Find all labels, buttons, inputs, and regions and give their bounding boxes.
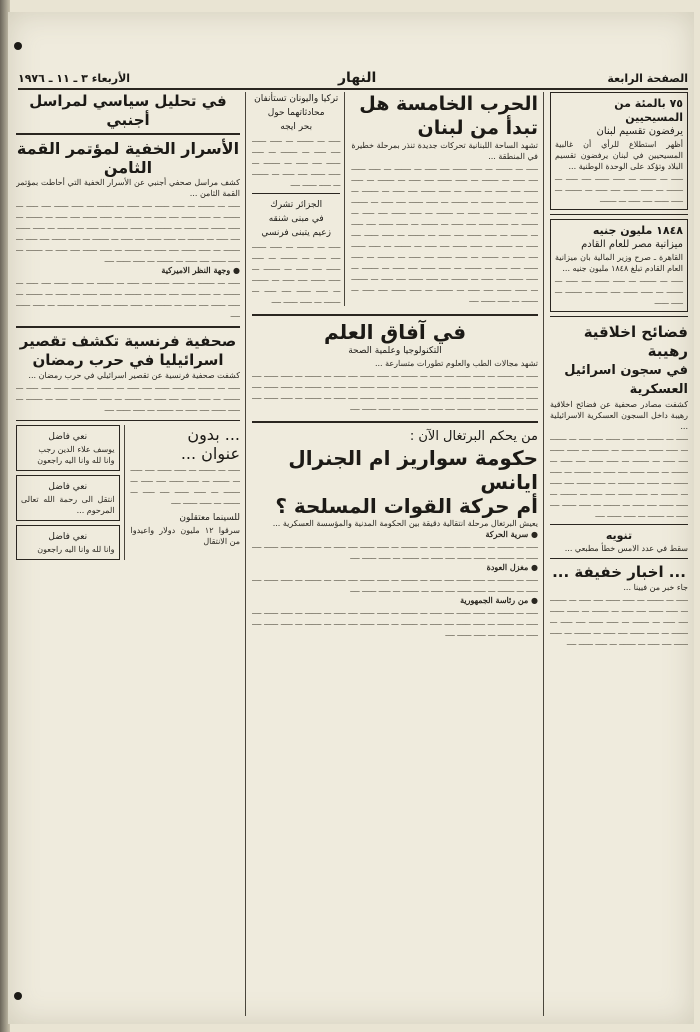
notice-body: سقط في عدد الامس خطأ مطبعي ... — [564, 544, 688, 553]
analysis-kicker: في تحليل سياسي لمراسل أجنبي — [29, 92, 227, 129]
text-filler: ـــــ ـــ ـــــــ ـــ ـــــ ــــــ ــــ ـــــ ـــ ـــــــ ـــ ـــــ ــــــ ــــ ـــــ ـــ ـــــــ ـــ ـــــ ــــــ ــــ ـــــ ـــ ـــــــ ـــ ـــــ ــــــ ــــ ـــــ ـــ ـــــــ ـــ ـــــ ــــــ ــــ — [252, 541, 538, 561]
obituary-head: نعي فاضل — [48, 482, 88, 492]
portugal-subhead: ● من رئاسة الجمهورية — [460, 595, 538, 605]
feature-article — [550, 323, 688, 520]
obituary-prayer: وانا لله وانا اليه راجعون — [37, 545, 115, 554]
brief-title: بحر ايجه — [280, 122, 313, 132]
obituary — [16, 475, 120, 521]
text-filler: ـــــ ـــ ـــــــ ـــ ـــــ ــــــ ــــ ـــــ ـــ ـــــــ ـــ ـــــ ــــــ ــــ ـــــ ـــ ـــــــ ـــ ـــــ ــــــ ــــ ـــــ ـــ ـــــــ ـــ ـــــ ــــــ ــــ ـــــ ـــ ـــــــ ـــ ـــــ ــــــ ــــ ـــــ ـــ ـــــــ ـــ ـــــ ــــــ ــــ ـــــ ـــ ـــــــ ـــ ـــــ ــــــ ــــ ـــــ ـــ ـــــــ ـــ ـــــ ــــــ ــــ ـــــ ـــ ـــــــ ـــ ـــــ ــــــ ــــ ـــــ ـــ ـــــــ ـــ ـــــ ــــــ ــــ ـــــ ـــ ـــــــ ـــ ـــــ ــــــ ــــ — [252, 370, 538, 412]
news-body: القاهرة ـ صرح وزير المالية بان ميزانية العام القادم تبلغ ١٨٤٨ مليون جنيه ... — [555, 253, 683, 273]
brief-title: الجزائر تشرك — [270, 200, 323, 210]
obituaries — [16, 425, 125, 560]
middle-column — [252, 92, 538, 1022]
text-filler: ـــــ ـــ ـــــــ ـــ ـــــ ــــــ ــــ ـــــ ـــ ـــــــ ـــ ـــــ ــــــ ــــ ـــــ ـــ ـــــــ ـــ ـــــ ــــــ ــــ ـــــ ـــ ـــــــ ـــ ـــــ ــــــ ــــ ـــــ ـــ ـــــــ ـــ ـــــ ــــــ ــــ ـــــ ـــ ـــــــ ـــ ـــــ ــــــ ــــ ـــــ ـــ ـــــــ ـــ ـــــ ــــــ ــــ ـــــ ـــ ـــــــ ـــ ـــــ ــــــ ــــ ـــــ ـــ ـــــــ ـــ ـــــ ــــــ ــــ ـــــ ـــ ـــــــ ـــ ـــــ ــــــ ــــ ـــــ ـــ ـــــــ ـــ ـــــ ــــــ ــــ — [550, 433, 688, 519]
news-body: أظهر استطلاع للرأي أن غالبية المسيحيين في لبنان يرفضون تقسيم البلاد وتؤكد على الوحدة الوطنية ... — [555, 140, 683, 171]
text-filler: ـــــ ـــ ـــــــ ـــ ـــــ ــــــ ــــ ـــــ ـــ ـــــــ ـــ ـــــ ــــــ ــــ ـــــ ـــ ـــــــ ـــ ـــــ ــــــ ــــ ـــــ ـــ ـــــــ ـــ ـــــ ــــــ ــــ ـــــ ـــ ـــــــ ـــ ـــــ ــــــ ــــ — [252, 241, 341, 305]
obituary-text: انتقل الى رحمة الله تعالى المرحوم ... — [21, 495, 115, 515]
text-filler: ـــــ ـــ ـــــــ ـــ ـــــ ــــــ ــــ ـــــ ـــ ـــــــ ـــ ـــــ ــــــ ــــ ـــــ ـــ ـــــــ ـــ ـــــ ــــــ ــــ ـــــ ـــ ـــــــ ـــ ـــــ ــــــ ــــ ـــــ ـــ ـــــــ ـــ ـــــ ــــــ ــــ ـــــ ـــ ـــــــ ـــ ـــــ ــــــ ــــ — [16, 382, 240, 413]
obituary — [16, 425, 120, 471]
science-title: في آفاق العلم — [323, 320, 467, 344]
small-body: سرقوا ١٢ مليون دولار واعيدوا من الانتقال — [130, 526, 240, 546]
portugal-body: يعيش البرتغال مرحلة انتقالية دقيقة بين الحكومة المدنية والمؤسسة العسكرية ... — [272, 519, 538, 528]
text-filler: ـــــ ـــ ـــــــ ـــ ـــــ ــــــ ــــ ـــــ ـــ ـــــــ ـــ ـــــ ــــــ ــــ ـــــ ـــ ـــــــ ـــ ـــــ ــــــ ــــ ـــــ ـــ ـــــــ — [555, 173, 683, 204]
text-filler: ـــــ ـــ ـــــــ ـــ ـــــ ــــــ ــــ ـــــ ـــ ـــــــ ـــ ـــــ ــــــ ــــ ـــــ ـــ ـــــــ ـــ ـــــ ــــــ ــــ ـــــ ـــ ـــــــ ـــ ـــــ ــــــ ــــ — [252, 135, 341, 188]
column-rule — [543, 92, 544, 1016]
text-filler: ـــــ ـــ ـــــــ ـــ ـــــ ــــــ ــــ ـــــ ـــ ـــــــ ـــ ـــــ ــــــ ــــ ـــــ ـــ ـــــــ ـــ ـــــ ــــــ ــــ ـــــ ـــ ـــــــ ـــ ـــــ ــــــ ــــ ـــــ ـــ ـــــــ ـــ ـــــ ــــــ ــــ ـــــ ـــ ـــــــ ـــ ـــــ ــــــ ــــ ـــــ ـــ ـــــــ ـــ ـــــ ــــــ ــــ ـــــ ـــ ـــــــ ـــ ـــــ ــــــ ــــ ـــــ ـــ ـــــــ ـــ ـــــ ــــــ ــــ ـــــ ـــ ـــــــ ـــ ـــــ ــــــ ــــ ـــــ ـــ ـــــــ ـــ ـــــ ــــــ ــــ ـــــ ـــ ـــــــ ـــ ـــــ ــــــ ــــ ـــــ ـــ ـــــــ ـــ ـــــ ــــــ ــــ — [16, 200, 240, 264]
obituary-head: نعي فاضل — [48, 432, 88, 442]
portugal-subhead: ● سرية الحركة — [485, 529, 538, 539]
no-address-title: عنوان ... — [180, 444, 240, 463]
brief-title: زعيم يتبنى فرنسي — [261, 228, 331, 238]
secrets-title: الأسرار الخفية لمؤتمر القمة الثامن — [16, 139, 240, 177]
news-subtitle: يرفضون تقسيم لبنان — [596, 126, 683, 137]
brief-title: في مبنى شنقه — [268, 214, 324, 224]
lead-body: تشهد الساحة اللبنانية تحركات جديدة تنذر بمرحلة خطيرة في المنطقة ... — [351, 141, 538, 161]
feature-title: في سجون اسرائيل العسكرية — [564, 363, 688, 397]
issue-date: الأربعاء ٣ ـ ١١ ـ ١٩٧٦ — [18, 72, 131, 85]
portugal-title: حكومة سواريز ام الجنرال ايانس — [288, 446, 538, 494]
french-body: كشفت صحفية فرنسية عن تقصير اسرائيلي في حرب رمضان ... — [28, 371, 240, 380]
feature-title: فضائح اخلاقية رهيبة — [583, 323, 688, 360]
feature-body: كشفت مصادر صحفية عن فضائح اخلاقية رهيبة داخل السجون العسكرية الاسرائيلية ... — [550, 400, 688, 431]
science-subtitle: التكنولوجيا وعلمية الصحة — [348, 346, 442, 356]
text-filler: ـــــ ـــ ـــــــ ـــ ـــــ ــــــ ــــ ـــــ ـــ ـــــــ ـــ ـــــ ــــــ ــــ ـــــ ـــ ـــــــ ـــ ـــــ ــــــ ــــ ـــــ ـــ ـــــــ ـــ ـــــ ــــــ ــــ ـــــ ـــ ـــــــ ـــ ـــــ ــــــ ــــ ـــــ ـــ ـــــــ ـــ ـــــ ــــــ ــــ ـــــ ـــ ـــــــ ـــ ـــــ ــــــ ــــ — [252, 607, 538, 638]
news-title: ١٨٤٨ مليون جنيه — [592, 224, 683, 237]
brief-title: تركيا واليونان تستأنفان — [254, 94, 339, 104]
analysis-body: كشف مراسل صحفي أجنبي عن الأسرار الخفية التي أحاطت بمؤتمر القمة الثامن ... — [16, 178, 240, 198]
french-title: اسرائيليا في حرب رمضان — [32, 351, 224, 369]
portugal-kicker: من يحكم البرتغال الآن : — [409, 429, 538, 444]
binding-hole — [14, 992, 22, 1000]
lead-article — [351, 92, 538, 306]
text-filler: ـــــ ـــ ـــــــ ـــ ـــــ ــــــ ــــ ـــــ ـــ ـــــــ ـــ ـــــ ــــــ ــــ ـــــ ـــ ـــــــ ـــ ـــــ ــــــ ــــ ـــــ ـــ ـــــــ ـــ ـــــ ــــــ ــــ ـــــ ـــ ـــــــ ـــ ـــــ ــــــ ــــ ـــــ ـــ ـــــــ ـــ ـــــ ــــــ ــــ ـــــ ـــ ـــــــ ـــ ـــــ ــــــ ــــ — [16, 277, 240, 319]
binding-hole — [14, 42, 22, 50]
column-rule — [245, 92, 246, 1016]
analysis-subhead: ● وجهة النظر الاميركية — [161, 265, 240, 275]
small-title: للسينما معتقلون — [179, 513, 240, 523]
lead-title: الحرب الخامسة هل تبدأ من لبنان — [359, 93, 538, 139]
newspaper-page — [8, 12, 694, 1024]
science-article — [252, 314, 538, 413]
obituary-head: نعي فاضل — [48, 532, 88, 542]
left-column — [16, 92, 240, 1022]
obituary — [16, 525, 120, 560]
obituary-name: يوسف علاء الدين رجب — [38, 445, 115, 454]
text-filler: ـــــ ـــ ـــــــ ـــ ـــــ ــــــ ــــ ـــــ ـــ ـــــــ ـــ ـــــ ــــــ ــــ ـــــ ـــ ـــــــ ـــ ـــــ ــــــ ــــ ـــــ ـــ ـــــــ ـــ ـــــ ــــــ ــــ ـــــ ـــ ـــــــ ـــ ـــــ ــــــ ــــ ـــــ ـــ ـــــــ ـــ ـــــ ــــــ ــــ ـــــ ـــ ـــــــ ـــ ـــــ ــــــ ــــ — [550, 594, 688, 647]
page-label: الصفحة الرابعة — [607, 72, 688, 85]
light-news-title: ... اخبار خفيفة ... — [552, 563, 686, 581]
text-filler: ـــــ ـــ ـــــــ ـــ ـــــ ــــــ ــــ ـــــ ـــ ـــــــ ـــ ـــــ ــــــ ــــ ـــــ ـــ ـــــــ ـــ ـــــ ــــــ ــــ ـــــ ـــ ـــــــ ـــ ـــــ ــــــ ــــ ـــــ ـــ ـــــــ ـــ ـــــ ــــــ ــــ — [252, 574, 538, 594]
right-column — [550, 92, 688, 1022]
text-filler: ـــــ ـــ ـــــــ ـــ ـــــ ــــــ ــــ ـــــ ـــ ـــــــ ـــ ـــــ ــــــ ــــ ـــــ ـــ ـــــــ ـــ ـــــ ــــــ ــــ ـــــ ـــ ـــــــ ـــ ـــــ ــــــ ــــ — [130, 464, 240, 506]
news-box-budget — [550, 219, 688, 312]
portugal-subhead: ● مغزل العودة — [486, 562, 538, 572]
analysis-header — [16, 92, 240, 135]
notice-head: تنويه — [605, 529, 633, 542]
light-news — [550, 563, 688, 648]
masthead — [18, 72, 688, 90]
obituary-prayer: وانا لله وانا اليه راجعون — [37, 456, 115, 465]
french-title: صحفية فرنسية تكشف تقصير — [19, 332, 237, 350]
text-filler: ـــــ ـــ ـــــــ ـــ ـــــ ــــــ ــــ ـــــ ـــ ـــــــ ـــ ـــــ ــــــ ــــ ـــــ ـــ ـــــــ ـــ ـــــ ــــــ — [555, 275, 683, 306]
news-title: ٧٥ بالمئة من المسيحيين — [614, 97, 683, 124]
notice — [550, 529, 688, 554]
text-filler: ـــــ ـــ ـــــــ ـــ ـــــ ــــــ ــــ ـــــ ـــ ـــــــ ـــ ـــــ ــــــ ــــ ـــــ ـــ ـــــــ ـــ ـــــ ــــــ ــــ ـــــ ـــ ـــــــ ـــ ـــــ ــــــ ــــ ـــــ ـــ ـــــــ ـــ ـــــ ــــــ ــــ ـــــ ـــ ـــــــ ـــ ـــــ ــــــ ــــ ـــــ ـــ ـــــــ ـــ ـــــ ــــــ ــــ ـــــ ـــ ـــــــ ـــ ـــــ ــــــ ــــ ـــــ ـــ ـــــــ ـــ ـــــ ــــــ ــــ ـــــ ـــ ـــــــ ـــ ـــــ ــــــ ــــ ـــــ ـــ ـــــــ ـــ ـــــ ــــــ ــــ ـــــ ـــ ـــــــ ـــ ـــــ ــــــ ــــ ـــــ ـــ ـــــــ ـــ ـــــ ــــــ ــــ ـــــ ـــ ـــــــ ـــ ـــــ ــــــ ــــ ـــــ ـــ ـــــــ ـــ ـــــ ــــــ ــــ ـــــ ـــ ـــــــ ـــ ـــــ ــــــ ــــ ـــــ ـــ ـــــــ ـــ ـــــ ــــــ ــــ ـــــ ـــ ـــــــ ـــ ـــــ ــــــ ــــ ـــــ ـــ ـــــــ ـــ ـــــ ــــــ ــــ ـــــ ـــ ـــــــ ـــ ـــــ ــــــ ــــ ـــــ ـــ ـــــــ ـــ ـــــ ــــــ ــــ ـــــ ـــ ـــــــ ـــ ـــــ ــــــ ــــ ـــــ ـــ ـــــــ ـــ ـــــ ــــــ ــــ — [351, 163, 538, 304]
newspaper-name: النهار — [338, 70, 377, 86]
french-article — [16, 326, 240, 414]
news-subtitle: ميزانية مصر للعام القادم — [581, 239, 683, 250]
brief-title: محادثاتهما حول — [267, 108, 325, 118]
portugal-title: أم حركة القوات المسلحة ؟ — [275, 494, 538, 518]
side-briefs — [252, 92, 345, 306]
science-body: تشهد مجالات الطب والعلوم تطورات متسارعة ... — [374, 359, 538, 368]
no-address-section — [16, 420, 240, 560]
no-address-title: ... بدون — [187, 425, 240, 444]
light-news-body: جاء خبر من فيينا ... — [623, 583, 688, 592]
portugal-article — [252, 421, 538, 639]
news-box-christians — [550, 92, 688, 210]
